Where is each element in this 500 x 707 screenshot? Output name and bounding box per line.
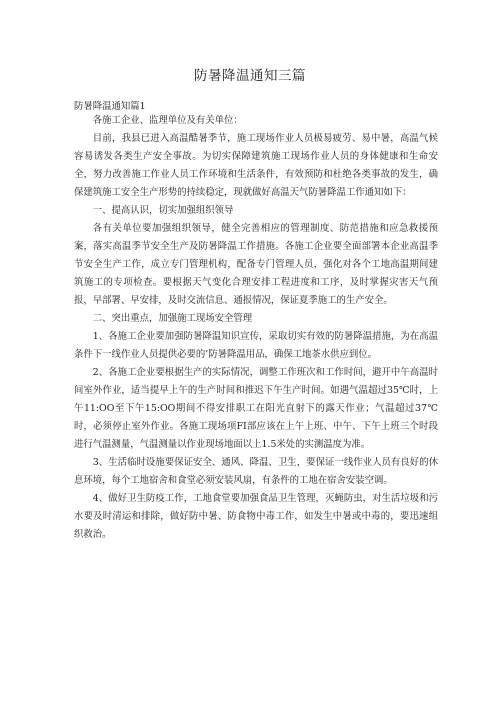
document-body — [74, 112, 438, 544]
paragraph-item-4: 4、做好卫生防疫工作，工地食堂要加强食品卫生管理，灭蝇防虫，对生活垃圾和污水要及时清运和排除，做好防中暑、防食物中毒工作，如发生中暑或中毒的，要迅速组织救治。 — [74, 493, 438, 540]
paragraph-intro: 目前，我县已进入高温酷暑季节，施工现场作业人员极易疲劳、易中暑，高温气候容易诱发各类生产安全事故。为切实保障建筑施工现场作业人员的身体健康和生命安全，努力改善施工作业人员工作环境和生活条件，有效预防和杜绝各类事故的发生，确保建筑施工安全生产形势的持续稳定，现就做好高温天气防暑降温工作通知如下： — [74, 133, 438, 198]
section-heading-2: 二、突出重点，加强施工现场安全管理 — [92, 313, 253, 324]
paragraph-section-1: 各有关单位要加强组织领导，健全完善相应的管理制度、防范措施和应急救援预案，落实高温季节安全生产及防暑降温工作措施。各施工企业要全面部署本企业高温季节安全生产工作，成立专门管理机构，配备专门管理人员，强化对各个工地高温期间建筑施工的专项检查。要根据天气变化合理安排工程进度和工序，及时掌握灾害天气预报，早部署、早安排，及时交流信息、通报情况，保证夏季施工的生产安全。 — [74, 223, 438, 306]
salutation: 各施工企业、监理单位及有关单位： — [92, 115, 243, 126]
section-heading-1: 一、提高认识，切实加强组织领导 — [92, 205, 234, 216]
document-subtitle: 防暑降温通知篇1 — [74, 101, 146, 112]
paragraph-item-2: 2、各施工企业要根据生产的实际情况，调整工作班次和工作时间，避开中午高温时间室外作业，适当提早上午的生产时间和推迟下午生产时间。如遇气温超过35℃时，上午11:OO至下午15:OO期间不得安排职工在阳光直射下的露天作业；气温超过37℃时，必须停止室外作业。各施工现场项FI部应该在上午上班、中午、下午上班三个时段进行气温测量，气温测量以作业现场地面以上1.5米处的实测温度为准。 — [74, 367, 438, 450]
paragraph-item-3: 3、生活临时设施要保证安全、通风、降温、卫生，要保证一线作业人员有良好的休息环境，每个工地宿舍和食堂必须安装风扇，有条件的工地在宿舍安装空调。 — [74, 457, 438, 486]
paragraph-item-1: 1、各施工企业要加强防暑降温知识宣传，采取切实有效的防暑降温措施，为在高温条件下一线作业人员提供必要的’防暑降温用品，确保工地茶水供应到位。 — [74, 331, 438, 360]
document-title: 防暑降温通知三篇 — [194, 68, 306, 84]
